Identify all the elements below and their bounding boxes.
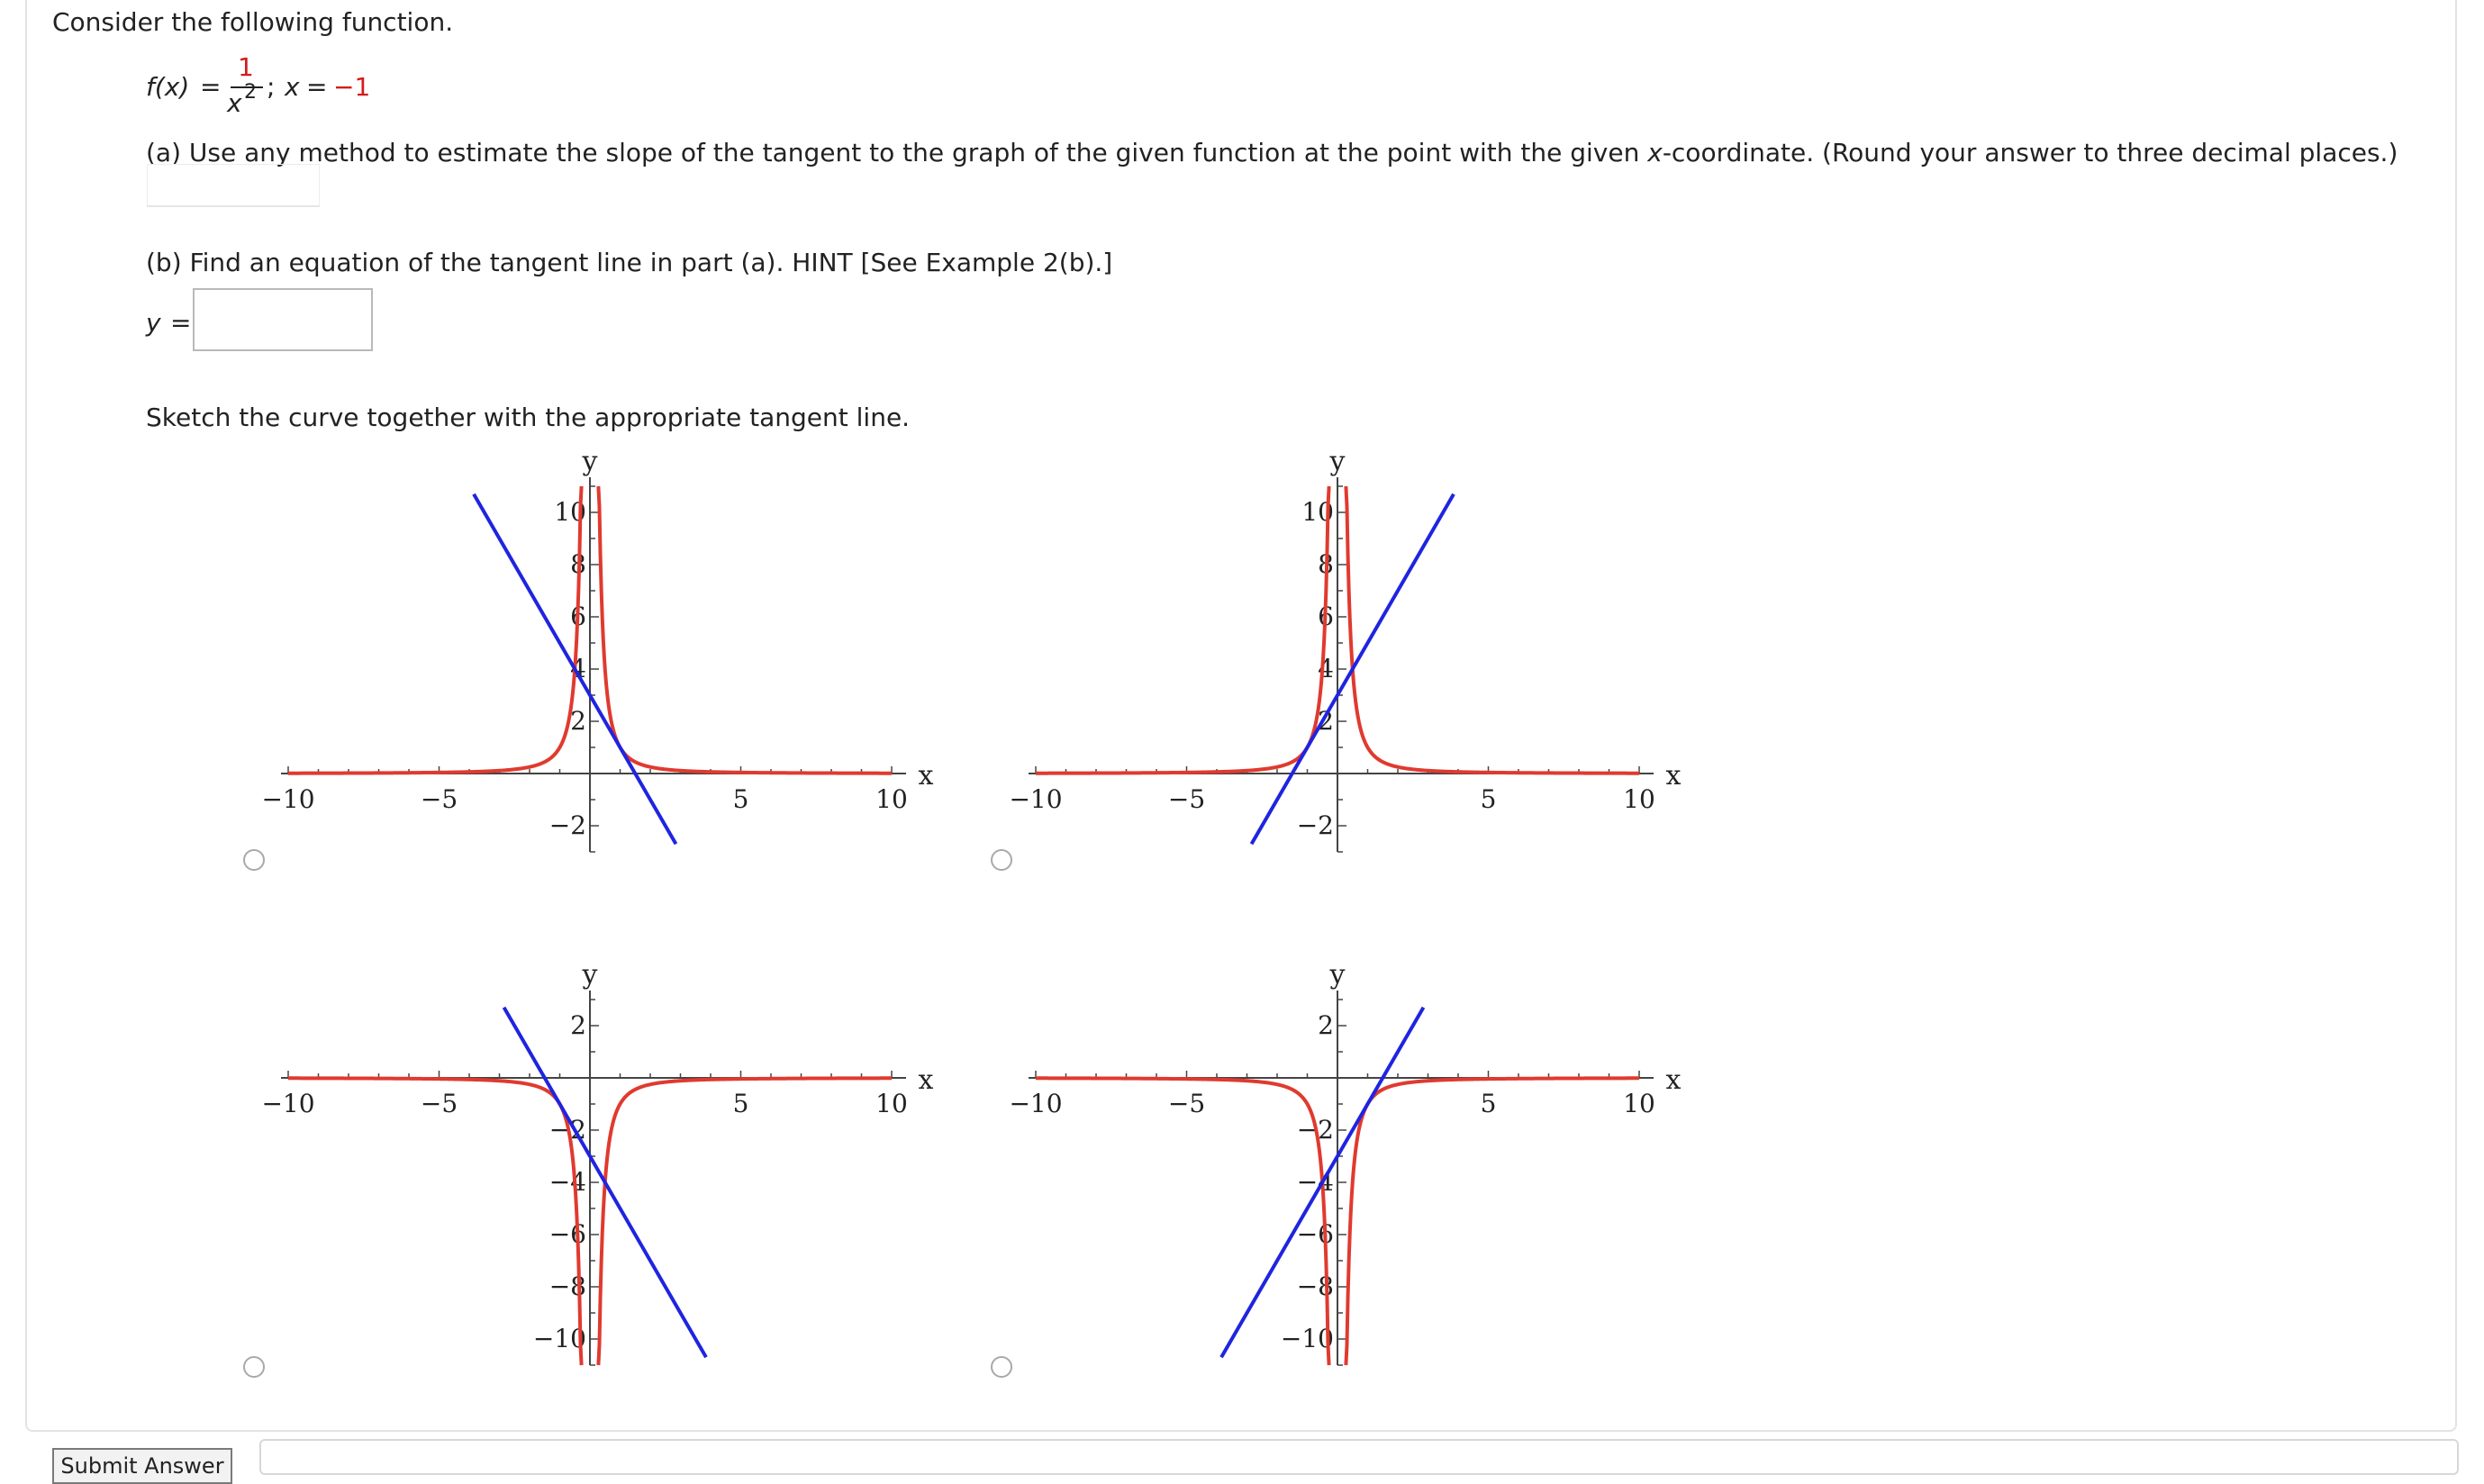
tangent-line xyxy=(504,1008,706,1358)
curve-left-branch xyxy=(288,486,582,774)
function-separator: ; xyxy=(267,72,276,102)
x-axis-label: x xyxy=(918,760,934,792)
part-a-text-before: (a) Use any method to estimate the slope of the tangent to the graph of the given function at the point with the given xyxy=(146,138,1648,167)
x-tick-label: −10 xyxy=(261,784,315,814)
x-tick-label: 5 xyxy=(732,784,749,814)
tangent-line xyxy=(474,494,675,845)
y-tick-label: −6 xyxy=(548,1219,586,1249)
y-tick-label: 4 xyxy=(570,654,586,683)
part-a-text-after: -coordinate. (Round your answer to three decimal places.) xyxy=(1662,138,2398,167)
y-tick-label: 2 xyxy=(570,706,586,736)
y-axis-label: y xyxy=(582,959,598,991)
graph-option-3 xyxy=(261,946,934,1387)
part-a-text xyxy=(146,138,2398,168)
curve-right-branch xyxy=(598,1078,892,1365)
y-tick-label: 8 xyxy=(1318,549,1334,579)
question-intro: Consider the following function. xyxy=(52,7,454,37)
part-a-text-var: x xyxy=(1647,138,1663,167)
y-tick-label: −8 xyxy=(1296,1271,1334,1301)
x-tick-label: 10 xyxy=(875,1089,908,1118)
y-tick-label: −2 xyxy=(548,810,586,840)
y-tick-label: −8 xyxy=(548,1271,586,1301)
x-tick-label: −5 xyxy=(1167,1089,1206,1118)
y-tick-label: 10 xyxy=(1301,497,1334,527)
curve-right-branch xyxy=(1346,486,1639,774)
feedback-bar xyxy=(259,1439,2459,1475)
y-tick-label: 6 xyxy=(1318,602,1334,631)
y-tick-label: 6 xyxy=(570,602,586,631)
x-axis-label: x xyxy=(1665,1064,1682,1096)
fraction-denominator: x xyxy=(227,88,242,118)
part-b-equation-input[interactable] xyxy=(193,288,373,351)
x-value: −1 xyxy=(333,72,371,102)
tangent-line xyxy=(1221,1008,1423,1358)
y-tick-label: 10 xyxy=(554,497,586,527)
y-tick-label: −2 xyxy=(548,1115,586,1145)
curve-left-branch xyxy=(1036,486,1329,774)
curve-left-branch xyxy=(1036,1078,1329,1365)
y-axis-label: y xyxy=(582,446,598,477)
part-a-answer-box[interactable] xyxy=(147,166,320,207)
graph-option-1 xyxy=(261,441,934,873)
tangent-line xyxy=(1252,494,1454,845)
y-axis-label: y xyxy=(1329,446,1346,477)
function-equals: = xyxy=(200,72,222,102)
y-tick-label: −10 xyxy=(1280,1324,1334,1353)
y-tick-label: 2 xyxy=(570,1010,586,1040)
y-axis-label: y xyxy=(1329,959,1346,991)
y-tick-label: 8 xyxy=(570,549,586,579)
part-b-text: (b) Find an equation of the tangent line in part (a). HINT [See Example 2(b).] xyxy=(146,248,1113,277)
y-tick-label: −2 xyxy=(1296,810,1334,840)
y-tick-label: 4 xyxy=(1318,654,1334,683)
part-b-y-label: y xyxy=(146,308,161,338)
y-tick-label: −6 xyxy=(1296,1219,1334,1249)
x-tick-label: 5 xyxy=(1480,784,1497,814)
curve-right-branch xyxy=(1346,1078,1639,1365)
radio-option-4[interactable] xyxy=(991,1356,1012,1378)
x-axis-label: x xyxy=(1665,760,1682,792)
y-tick-label: −2 xyxy=(1296,1115,1334,1145)
x-tick-label: −5 xyxy=(1167,784,1206,814)
submit-answer-button[interactable]: Submit Answer xyxy=(52,1448,232,1484)
radio-option-2[interactable] xyxy=(991,849,1012,871)
x-tick-label: 10 xyxy=(875,784,908,814)
x-tick-label: −5 xyxy=(420,1089,458,1118)
sketch-prompt: Sketch the curve together with the appropriate tangent line. xyxy=(146,403,911,432)
y-tick-label: 2 xyxy=(1318,706,1334,736)
x-axis-label: x xyxy=(918,1064,934,1096)
curve-right-branch xyxy=(598,486,892,774)
fraction-exponent: 2 xyxy=(244,81,257,104)
radio-option-1[interactable] xyxy=(243,849,265,871)
curve-left-branch xyxy=(288,1078,582,1365)
x-tick-label: 5 xyxy=(732,1089,749,1118)
x-tick-label: 5 xyxy=(1480,1089,1497,1118)
x-tick-label: −10 xyxy=(261,1089,315,1118)
y-tick-label: 2 xyxy=(1318,1010,1334,1040)
x-tick-label: 10 xyxy=(1623,1089,1655,1118)
graph-option-4 xyxy=(1009,946,1682,1387)
x-tick-label: 10 xyxy=(1623,784,1655,814)
y-tick-label: −4 xyxy=(1296,1167,1334,1197)
y-tick-label: −4 xyxy=(548,1167,586,1197)
x-tick-label: −10 xyxy=(1009,1089,1063,1118)
x-equals: = xyxy=(306,72,328,102)
graph-option-2 xyxy=(1009,441,1682,873)
y-tick-label: −10 xyxy=(532,1324,586,1353)
part-b-y-equals: = xyxy=(170,308,192,338)
x-tick-label: −5 xyxy=(420,784,458,814)
x-label: x xyxy=(285,72,300,102)
fraction-numerator: 1 xyxy=(238,52,254,82)
x-tick-label: −10 xyxy=(1009,784,1063,814)
radio-option-3[interactable] xyxy=(243,1356,265,1378)
function-name: f(x) xyxy=(146,72,190,102)
